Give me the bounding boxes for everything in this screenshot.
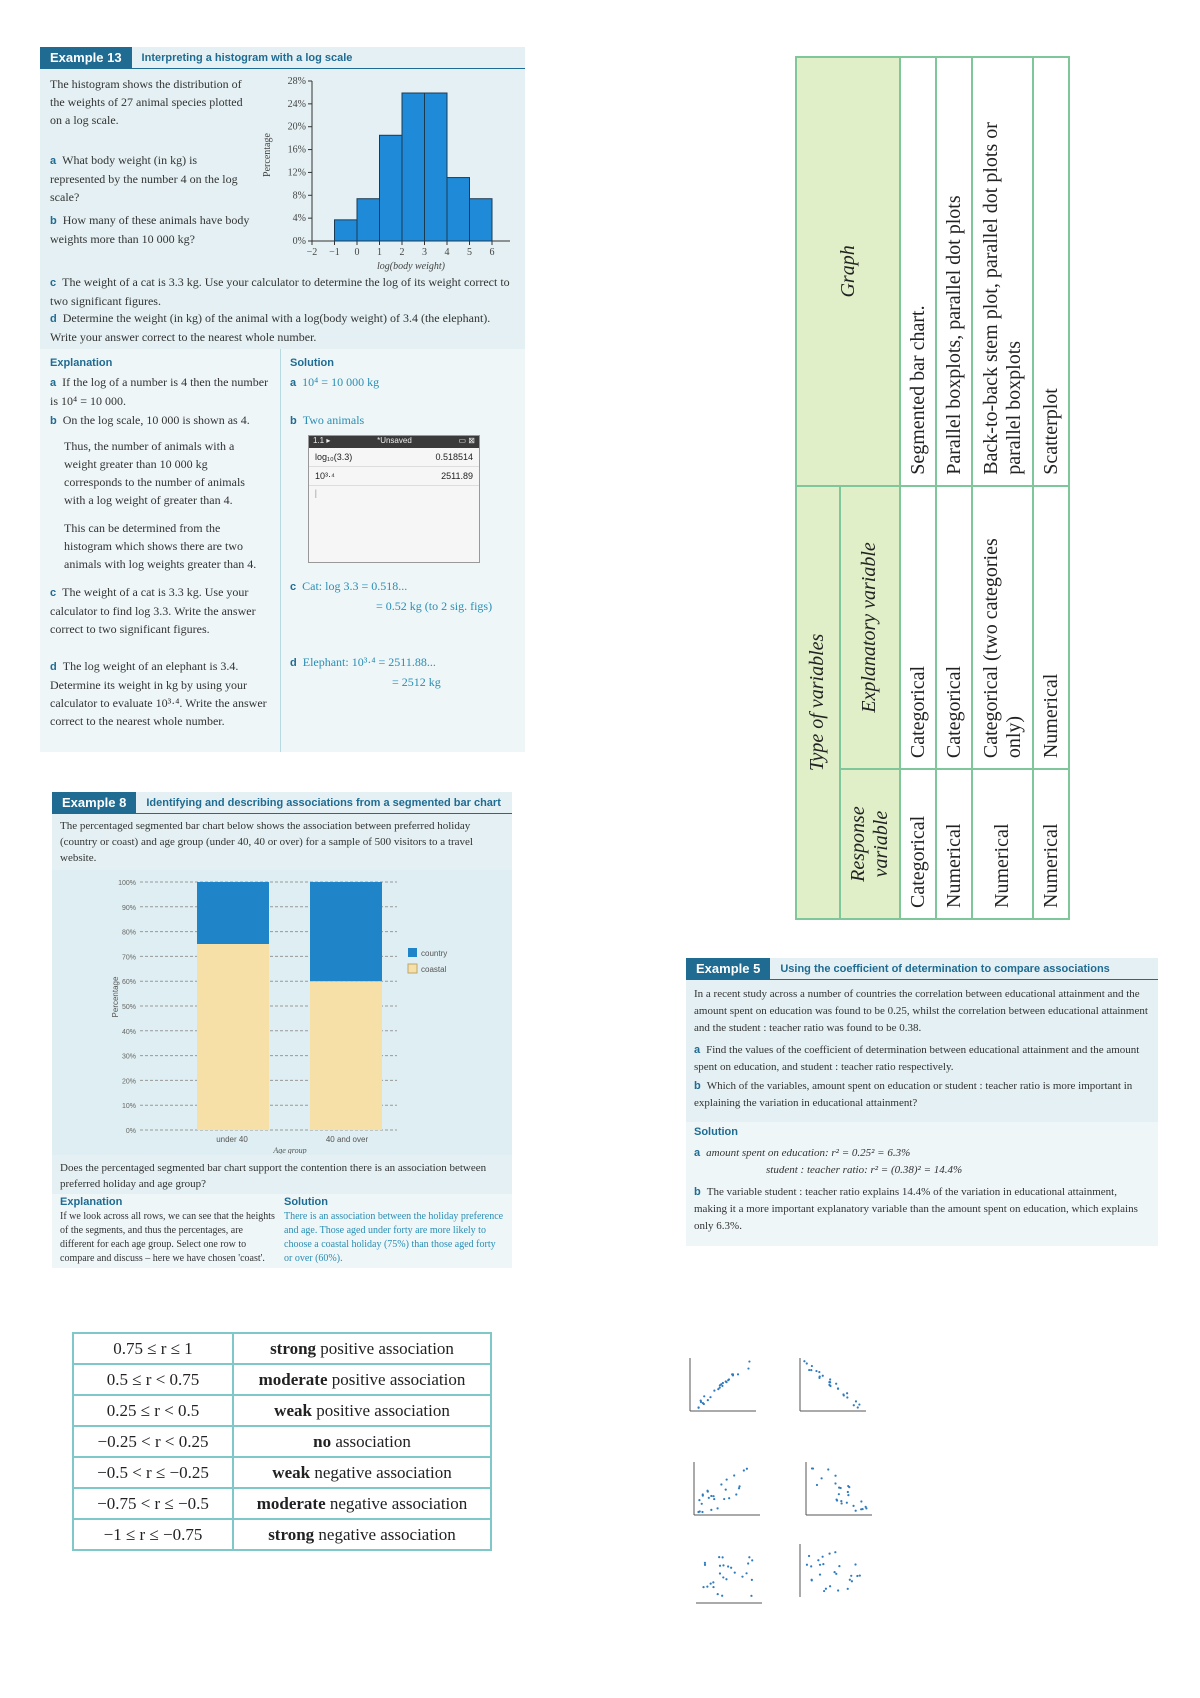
legend-label-country: country [421,949,448,958]
solution-a: a amount spent on education: r² = 0.25² = 6.3% [694,1147,911,1159]
association-description: no association [233,1426,491,1457]
scatter-point [808,1555,810,1557]
scatter-no-association-a [694,1548,764,1608]
y-tick-label: 28% [287,76,306,87]
scatter-point [701,1511,703,1513]
scatter-point [846,1392,848,1394]
scatter-point [810,1565,812,1567]
header-type-of-variables: Type of variables [796,486,840,919]
response-variable-cell: Numerical [972,769,1033,919]
r-range: −0.75 < r ≤ −0.5 [73,1488,233,1519]
example-title: Using the coefficient of determination to compare associations [780,962,1110,975]
y-tick-label: 90% [121,904,136,912]
scatter-point [829,1385,831,1387]
example-title: Identifying and describing associations from a segmented bar chart [146,796,501,809]
scatter-point [818,1371,820,1373]
y-tick-label: 16% [287,144,306,156]
x-tick-label: −1 [329,247,340,258]
scatter-point [853,1404,855,1406]
scatter-point [709,1396,711,1398]
graph-cell: Back-to-back stem plot, parallel dot plots or parallel boxplots [972,57,1033,486]
scatter-point [838,1493,840,1495]
r-range: 0.25 ≤ r < 0.5 [73,1395,233,1426]
scatter-point [727,1565,729,1567]
solution-heading: Solution [284,1196,328,1208]
scatter-point [713,1498,715,1500]
scatter-point [838,1487,840,1489]
association-description: weak positive association [233,1395,491,1426]
scatter-point [803,1360,805,1362]
histogram-xlabel: log(body weight) [376,261,446,272]
header-response-variable: Response variable [840,769,901,919]
scatter-point [822,1556,824,1558]
example-tag: Example 13 [40,47,132,69]
explanatory-variable-cell: Numerical [1033,486,1069,769]
graph-cell: Parallel boxplots, parallel dot plots [936,57,972,486]
x-tick-label: −2 [306,247,318,258]
question-c: c The weight of a cat is 3.3 kg. Use your calculator to determine the log of its weight correct to two significant figures. [50,275,510,308]
scatter-point [738,1485,740,1487]
segmented-bar-chart [52,872,512,1154]
legend-label-coastal: coastal [421,965,447,974]
scatter-point [737,1373,739,1375]
scatter-point [712,1495,714,1497]
explanation-c: c The weight of a cat is 3.3 kg. Use your calculator to find log 3.3. Write the answer correct to two significant figures. [50,585,256,636]
explanation-b2: Thus, the number of animals with a weight greater than 10 000 kg corresponds to the number of animals with a log weight of greater than 4. [64,439,245,507]
scatter-point [857,1406,859,1408]
question-text: Does the percentaged segmented bar chart support the contention there is an association between preferred holiday and age group? [60,1162,487,1190]
scatter-point [850,1575,852,1577]
scatter-point [708,1497,710,1499]
scatter-point [822,1563,824,1565]
scatter-point [710,1583,712,1585]
scatter-weak-positive [692,1460,762,1520]
scatter-point [841,1502,843,1504]
scatter-point [722,1576,724,1578]
explanation-heading: Explanation [50,357,113,369]
y-tick-label: 20% [287,121,306,133]
x-tick-label: 4 [444,247,450,258]
example-header [40,47,525,69]
r-range: 0.5 ≤ r < 0.75 [73,1364,233,1395]
scatter-point [822,1375,824,1377]
scatter-point [833,1571,835,1573]
scatter-point [704,1562,706,1564]
scatter-point [710,1509,712,1511]
question-d: d Determine the weight (in kg) of the animal with a log(body weight) of 3.4 (the elephant). Write your answer correct to the nearest whole number. [50,311,491,344]
correlation-row [73,1333,491,1364]
solution-c1: c Cat: log 3.3 = 0.518... [290,579,408,593]
header-graph: Graph [796,57,900,486]
y-tick-label: 80% [121,929,136,937]
example-tag: Example 8 [52,792,136,814]
scatter-point [722,1556,724,1558]
scatter-point [751,1559,753,1561]
example-tag: Example 5 [686,958,770,980]
variable-row [936,57,972,919]
solution-d1: d Elephant: 10³·⁴ = 2511.88... [290,655,436,669]
scatter-point [851,1580,853,1582]
association-description: strong positive association [233,1333,491,1364]
scatter-point [746,1468,748,1470]
graph-cell: Segmented bar chart. [900,57,936,486]
scatter-point [847,1494,849,1496]
scatter-point [855,1400,857,1402]
scatter-point [707,1399,709,1401]
y-tick-label: 10% [121,1103,136,1111]
scatter-point [825,1588,827,1590]
y-tick-label: 0% [292,236,306,247]
histogram-bar [425,93,448,241]
y-tick-label: 50% [121,1004,136,1011]
scatter-point [816,1484,818,1486]
example-header [52,792,512,814]
scatter-point [741,1576,743,1578]
histogram-bar [470,199,493,241]
r-range: −1 ≤ r ≤ −0.75 [73,1519,233,1550]
scatter-weak-negative [804,1460,874,1520]
scatter-point [847,1588,849,1590]
scatter-point [735,1493,737,1495]
scatter-point [747,1367,749,1369]
x-tick-label: 5 [467,247,472,258]
chart-ylabel: Percentage [111,976,120,1018]
scatter-point [702,1586,704,1588]
correlation-row [73,1364,491,1395]
scatter-point [811,1467,813,1469]
explanation-heading: Explanation [60,1196,123,1208]
x-tick-label: 6 [489,247,495,258]
y-tick-label: 60% [121,979,136,987]
scatter-point [836,1499,838,1501]
example-13-card [40,47,525,752]
variable-row [1033,57,1069,919]
association-description: strong negative association [233,1519,491,1550]
scatter-point [713,1390,715,1392]
scatter-point [818,1377,820,1379]
scatter-point [829,1378,831,1380]
histogram-bar [447,178,470,241]
explanation-d: d The log weight of an elephant is 3.4. Determine its weight in kg by using your calculator to evaluate 10³·⁴. Write the answer correct to the nearest whole number. [50,659,267,728]
x-tick-label: 3 [422,247,427,258]
scatter-point [834,1475,836,1477]
scatter-point [837,1589,839,1591]
scatter-point [698,1407,700,1409]
response-variable-cell: Numerical [936,769,972,919]
scatter-point [743,1469,745,1471]
solution-heading: Solution [694,1126,738,1138]
solution-d2: = 2512 kg [392,675,441,689]
explanation-text: If we look across all rows, we can see that the heights of the segments, and thus the percentages, are different for each age group. Select one row to compare and discuss – here we have chosen 'coast'. [60,1211,275,1264]
category-label-under-40: under 40 [216,1135,248,1144]
scatter-point [808,1369,810,1371]
scatter-point [698,1499,700,1501]
calculator-row: log₁₀(3.3) 0.518514 [309,448,479,467]
scatter-point [730,1567,732,1569]
scatter-point [738,1487,740,1489]
explanatory-variable-cell: Categorical (two categories only) [972,486,1033,769]
intro-text: The percentaged segmented bar chart below shows the association between preferred holiday (country or coast) and age group (under 40, 40 or over) for a sample of 500 visitors to a travel website. [60,820,473,864]
scatter-point [699,1510,701,1512]
scatter-point [835,1383,837,1385]
scatter-point [856,1575,858,1577]
association-description: moderate negative association [233,1488,491,1519]
y-tick-label: 8% [292,190,306,202]
scatter-strong-positive [688,1356,758,1416]
solution-heading: Solution [290,357,334,369]
scatter-point [723,1498,725,1500]
scatter-point [725,1578,727,1580]
explanation-b3: This can be determined from the histogram which shows there are two animals with log weights greater than 4. [64,521,257,571]
scatter-point [815,1370,817,1372]
association-description: moderate positive association [233,1364,491,1395]
scatter-point [834,1551,836,1553]
scatter-point [720,1383,722,1385]
scatter-point [846,1502,848,1504]
scatter-point [728,1497,730,1499]
y-tick-label: 24% [287,98,306,110]
scatter-point [854,1563,856,1565]
scatter-point [732,1374,734,1376]
response-variable-cell: Categorical [900,769,936,919]
scatter-point [747,1562,749,1564]
correlation-row [73,1519,491,1550]
solution-b: b Two animals [290,413,365,427]
r-range: −0.5 < r ≤ −0.25 [73,1457,233,1488]
scatter-no-association-b [798,1542,868,1602]
y-tick-label: 70% [121,954,136,962]
bar-segment-coastal [310,981,382,1130]
scatter-point [834,1482,836,1484]
scatter-point [748,1360,750,1362]
scatter-point [835,1573,837,1575]
scatter-point [821,1477,823,1479]
scatter-point [720,1483,722,1485]
scatter-point [852,1505,854,1507]
scatter-point [717,1388,719,1390]
solution-text: There is an association between the holiday preference and age. Those aged under forty are more likely to choose a coastal holiday (75%) than those aged forty or over (60%). [284,1211,504,1264]
example-header [686,958,1158,980]
legend-swatch-coastal [408,964,417,973]
scatter-point [843,1394,845,1396]
example-5-card [686,958,1158,1246]
solution-a: a 10⁴ = 10 000 kg [290,375,380,389]
scatter-point [829,1585,831,1587]
scatter-point [721,1595,723,1597]
scatter-point [745,1572,747,1574]
scatter-point [733,1474,735,1476]
scatter-point [725,1489,727,1491]
correlation-row [73,1395,491,1426]
scatter-point [717,1593,719,1595]
scatter-point [810,1369,812,1371]
scatter-point [827,1468,829,1470]
scatter-point [750,1595,752,1597]
association-description: weak negative association [233,1457,491,1488]
intro-text: The histogram shows the distribution of the weights of 27 animal species plotted on a log scale. [50,77,243,127]
scatter-point [860,1508,862,1510]
correlation-row [73,1488,491,1519]
y-tick-label: 40% [121,1028,136,1036]
scatter-point [712,1581,714,1583]
variable-graph-table [795,56,1070,920]
y-tick-label: 0% [125,1128,136,1135]
question-b: b Which of the variables, amount spent on education or student : teacher ratio is more important in explaining the variation in educational attainment? [694,1080,1133,1109]
histogram-bar [380,135,403,241]
solution-a2: student : teacher ratio: r² = (0.38)² = 14.4% [766,1164,963,1176]
bar-segment-country [197,882,269,944]
scatter-point [701,1503,703,1505]
scatter-point [817,1559,819,1561]
scatter-point [728,1378,730,1380]
scatter-point [811,1579,813,1581]
header-explanatory-variable: Explanatory variable [840,486,901,769]
scatter-point [828,1553,830,1555]
correlation-strength-table [72,1332,492,1551]
scatter-point [706,1490,708,1492]
graph-cell: Scatterplot [1033,57,1069,486]
explanation-b1: b On the log scale, 10 000 is shown as 4. [50,413,250,427]
question-b: b How many of these animals have body weights more than 10 000 kg? [50,213,250,246]
y-tick-label: 20% [121,1078,136,1086]
scatter-point [829,1381,831,1383]
scatter-point [700,1401,702,1403]
scatter-point [846,1396,848,1398]
category-label-40-and-over: 40 and over [325,1135,369,1144]
question-a: a What body weight (in kg) is represented by the number 4 on the log scale? [50,153,238,204]
scatter-point [710,1495,712,1497]
scatter-point [860,1500,862,1502]
correlation-row [73,1457,491,1488]
y-tick-label: 4% [292,213,306,225]
scatter-strong-negative [798,1356,868,1416]
histogram-ylabel: Percentage [262,133,273,177]
explanation-a: a If the log of a number is 4 then the number is 10⁴ = 10 000. [50,375,269,408]
scatter-point [703,1395,705,1397]
scatter-point [855,1510,857,1512]
scatter-point [704,1564,706,1566]
example-8-card [52,792,512,1268]
scatter-point [819,1573,821,1575]
r-range: 0.75 ≤ r ≤ 1 [73,1333,233,1364]
r-range: −0.25 < r < 0.25 [73,1426,233,1457]
scatter-point [719,1572,721,1574]
variable-graph-table-wrapper [795,56,1070,920]
scatter-point [823,1590,825,1592]
scatter-point [865,1506,867,1508]
calculator-screen: 1.1 ▸ *Unsaved ▭ ⊠ log₁₀(3.3) 0.518514 10³·⁴ 2511.89 | [308,435,480,563]
x-tick-label: 0 [354,247,360,258]
scatter-point [716,1507,718,1509]
scatter-point [706,1585,708,1587]
scatter-point [838,1565,840,1567]
calculator-status-bar: 1.1 ▸ *Unsaved ▭ ⊠ [309,436,479,448]
scatter-point [712,1586,714,1588]
divider [280,349,281,752]
scatter-point [806,1362,808,1364]
explanatory-variable-cell: Categorical [936,486,972,769]
histogram-bar [335,220,358,241]
chart-xlabel: Age group [273,1146,307,1154]
scatter-point [751,1579,753,1581]
scatter-point [725,1380,727,1382]
response-variable-cell: Numerical [1033,769,1069,919]
scatter-point [726,1478,728,1480]
log-histogram [258,73,523,273]
scatter-point [702,1402,704,1404]
correlation-row [73,1426,491,1457]
scatter-point [718,1556,720,1558]
scatter-point [748,1556,750,1558]
scatter-point [702,1495,704,1497]
solution-b: b The variable student : teacher ratio explains 14.4% of the variation in educational attainment, making it a more important explanatory variable than the amount spent on education, which explains only 6.3%. [694,1186,1138,1232]
intro-text: In a recent study across a number of countries the correlation between educational attainment and the amount spent on education was found to be 0.25, whilst the correlation between educational attainment and the student : teacher ratio was found to be 0.38. [694,988,1148,1034]
y-tick-label: 12% [287,167,306,179]
explanatory-variable-cell: Categorical [900,486,936,769]
scatter-point [858,1403,860,1405]
variable-row [972,57,1033,919]
question-a: a Find the values of the coefficient of determination between educational attainment and the amount spent on education, and student : teacher ratio respectively. [694,1044,1140,1073]
scatter-point [859,1574,861,1576]
y-tick-label: 100% [118,880,136,887]
scatter-point [840,1500,842,1502]
scatter-point [837,1388,839,1390]
scatter-point [719,1565,721,1567]
calculator-row: 10³·⁴ 2511.89 [309,467,479,486]
bar-segment-country [310,882,382,981]
legend-swatch-country [408,948,417,957]
scatter-point [819,1564,821,1566]
scatter-point [848,1486,850,1488]
scatter-point [734,1572,736,1574]
y-tick-label: 30% [121,1053,136,1061]
histogram-bar [357,199,380,241]
scatter-point [849,1579,851,1581]
solution-c2: = 0.52 kg (to 2 sig. figs) [376,599,493,613]
scatter-point [722,1564,724,1566]
scatter-point [806,1564,808,1566]
x-tick-label: 1 [377,247,382,258]
variable-row [900,57,936,919]
example-title: Interpreting a histogram with a log scale [141,51,353,64]
histogram-bar [402,93,425,241]
scatter-point [847,1491,849,1493]
scatter-point [811,1365,813,1367]
bar-segment-coastal [197,944,269,1130]
x-tick-label: 2 [399,247,405,258]
